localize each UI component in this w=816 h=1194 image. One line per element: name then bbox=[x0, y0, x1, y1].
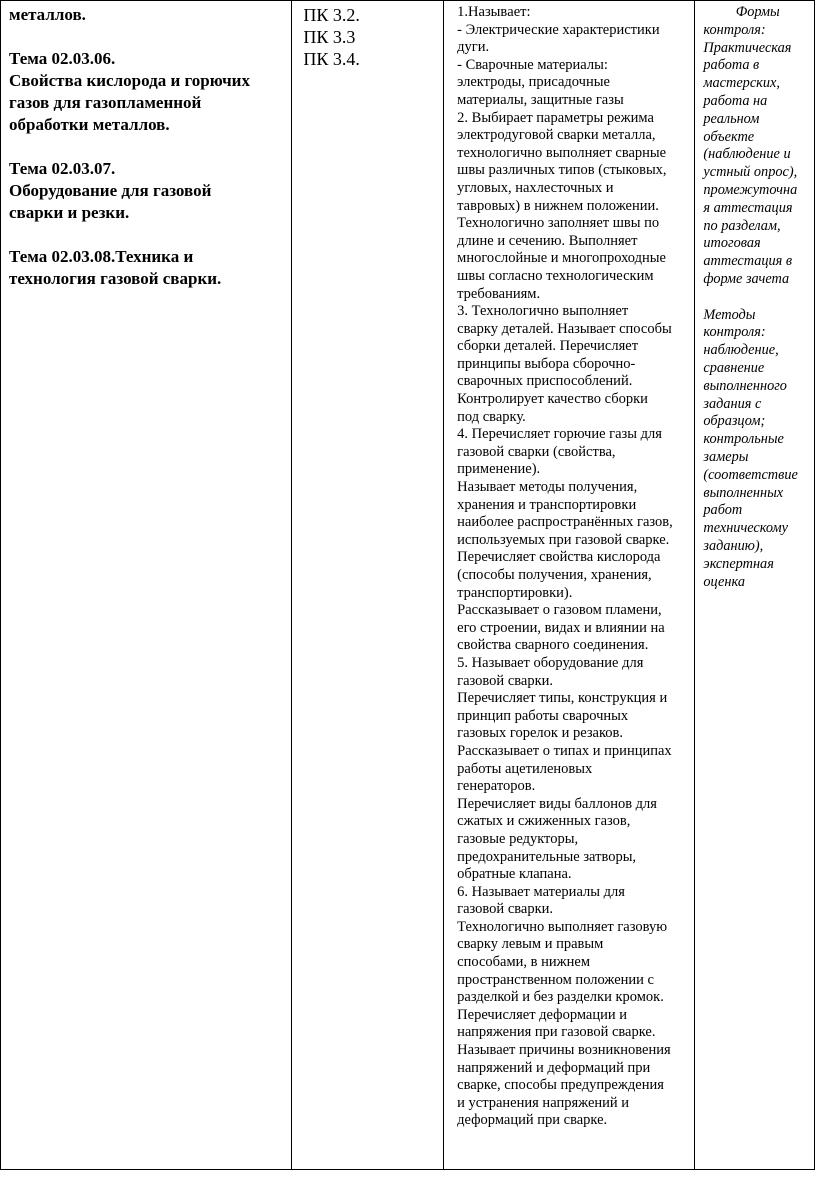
control-forms-line: устный опрос), bbox=[703, 164, 798, 181]
description-line: хранения и транспортировки bbox=[457, 496, 637, 513]
description-line: газовые редукторы, bbox=[457, 830, 579, 847]
description-line: его строении, видах и влиянии на bbox=[457, 619, 665, 636]
description-line: газовой сварки. bbox=[457, 901, 554, 918]
control-methods-line: сравнение bbox=[703, 359, 765, 376]
description-line: предохранительные затворы, bbox=[457, 848, 637, 865]
control-methods-line: задания с bbox=[703, 395, 762, 412]
control-cell bbox=[695, 1, 815, 1170]
description-line: Перечисляет деформации и bbox=[457, 1006, 628, 1023]
description-line: 3. Технологично выполняет bbox=[457, 303, 629, 320]
description-line: работы ацетиленовых bbox=[457, 760, 593, 777]
description-line: генераторов. bbox=[457, 778, 536, 795]
description-line: Перечисляет виды баллонов для bbox=[457, 795, 657, 812]
control-methods-line: экспертная bbox=[703, 555, 774, 572]
control-forms-line: я аттестация bbox=[703, 199, 793, 216]
control-methods-line: замеры bbox=[703, 448, 749, 465]
topic-06-title-line: газов для газопламенной bbox=[9, 93, 202, 112]
control-methods-line: Методы bbox=[703, 306, 756, 323]
control-forms-text bbox=[703, 22, 812, 289]
control-forms-line: (наблюдение и bbox=[703, 146, 791, 163]
description-line: применение). bbox=[457, 461, 541, 478]
description-line: многослойные и многопроходные bbox=[457, 250, 666, 267]
description-line: электродуговой сварки металла, bbox=[457, 127, 656, 144]
description-line: требованиям. bbox=[457, 285, 541, 302]
control-forms-line: Практическая bbox=[703, 39, 792, 56]
description-line: и устранения напряжений и bbox=[457, 1094, 630, 1111]
control-methods-line: оценка bbox=[703, 573, 745, 590]
description-line: технологично выполняет сварные bbox=[457, 144, 667, 161]
control-forms-line: форме зачета bbox=[703, 270, 790, 287]
control-forms-heading: Формы bbox=[735, 4, 780, 20]
competency-code: ПК 3.4. bbox=[303, 49, 360, 69]
description-line: Технологично заполняет швы по bbox=[457, 215, 660, 232]
description-line: Называет методы получения, bbox=[457, 479, 638, 496]
description-line: принцип работы сварочных bbox=[457, 707, 629, 724]
topic-06-title-line: обработки металлов. bbox=[9, 115, 170, 134]
description-line: - Сварочные материалы: bbox=[457, 56, 608, 73]
description-line: электроды, присадочные bbox=[457, 74, 610, 91]
description-line: транспортировки). bbox=[457, 584, 573, 601]
description-line: Технологично выполняет газовую bbox=[457, 918, 668, 935]
description-line: газовой сварки (свойства, bbox=[457, 443, 616, 460]
description-line: (способы получения, хранения, bbox=[457, 567, 652, 583]
topic-07-code: Тема 02.03.07. bbox=[9, 159, 116, 178]
control-forms-line: по разделам, bbox=[703, 217, 781, 234]
description-line: Контролирует качество сборки bbox=[457, 391, 648, 408]
control-methods-line: выполненного bbox=[703, 377, 787, 394]
competencies-cell bbox=[292, 1, 444, 1170]
topics-cell bbox=[1, 1, 292, 1170]
topic-06-title-line: Свойства кислорода и горючих bbox=[9, 71, 250, 90]
description-line: Рассказывает о газовом пламени, bbox=[457, 602, 662, 619]
control-methods-line: заданию), bbox=[703, 537, 764, 554]
description-line: сборки деталей. Перечисляет bbox=[457, 338, 639, 355]
control-forms-line: промежуточна bbox=[703, 181, 798, 198]
topic-continuation: металлов. bbox=[9, 5, 86, 24]
description-line: под сварку. bbox=[457, 408, 526, 425]
description-line: - Электрические характеристики bbox=[457, 21, 660, 38]
control-methods-line: образцом; bbox=[703, 413, 766, 430]
control-methods-line: техническому bbox=[703, 520, 788, 537]
description-line: 4. Перечисляет горючие газы для bbox=[457, 426, 662, 443]
description-line: сварочных приспособлений. bbox=[457, 373, 633, 390]
description-line: швы согласно технологическим bbox=[457, 267, 654, 284]
topic-06-code: Тема 02.03.06. bbox=[9, 49, 116, 68]
competency-code: ПК 3.2. bbox=[303, 5, 360, 25]
description-line: 1.Назывaет: bbox=[457, 4, 531, 20]
description-line: напряжений и деформаций при bbox=[457, 1059, 651, 1076]
control-methods-line: (соответствие bbox=[703, 466, 798, 483]
description-line: Перечисляет свойства кислорода bbox=[457, 549, 661, 566]
control-methods-line: контрольные bbox=[703, 431, 784, 448]
topic-07-title-line: Оборудование для газовой bbox=[9, 181, 212, 200]
description-line: используемых при газовой сварке. bbox=[457, 531, 670, 548]
control-forms-line: итоговая bbox=[703, 235, 761, 252]
table-row bbox=[1, 1, 815, 1170]
description-line: швы различных типов (стыковых, bbox=[457, 162, 667, 179]
description-line: Рассказывает о типах и принципах bbox=[457, 742, 672, 759]
topic-07-title-line: сварки и резки. bbox=[9, 203, 130, 222]
control-methods-text bbox=[703, 307, 812, 592]
description-line: газовых горелок и резаков. bbox=[457, 725, 624, 742]
description-line: 2. Выбирает параметры режима bbox=[457, 109, 654, 126]
description-line: сварке, способы предупреждения bbox=[457, 1077, 664, 1094]
description-line: обратные клапана. bbox=[457, 866, 572, 883]
control-forms-line: работа в bbox=[703, 57, 760, 74]
topic-08-line: Тема 02.03.08.Техника и bbox=[9, 247, 194, 266]
description-line: угловых, нахлесточных и bbox=[457, 179, 614, 196]
description-line: сварку левым и правым bbox=[457, 936, 604, 953]
control-methods-line: работ bbox=[703, 502, 743, 519]
control-methods-line: контроля: bbox=[703, 324, 766, 341]
description-line: наиболее распространённых газов, bbox=[457, 514, 673, 531]
description-line: пространственном положении с bbox=[457, 971, 654, 988]
topic-08-line: технология газовой сварки. bbox=[9, 269, 222, 288]
description-line: материалы, защитные газы bbox=[457, 91, 624, 108]
control-forms-line: объекте bbox=[703, 128, 755, 145]
control-forms-line: контроля: bbox=[703, 21, 766, 38]
control-forms-line: работа на bbox=[703, 92, 768, 109]
description-line: 5. Называет оборудование для bbox=[457, 654, 644, 671]
control-forms-line: аттестация в bbox=[703, 253, 793, 270]
description-line: сжатых и сжиженных газов, bbox=[457, 813, 631, 830]
description-line: длине и сечению. Выполняет bbox=[457, 232, 638, 249]
description-line: газовой сварки. bbox=[457, 672, 554, 689]
description-line: дуги. bbox=[457, 39, 490, 56]
control-methods-line: выполненных bbox=[703, 484, 784, 501]
description-line: способами, в нижнем bbox=[457, 954, 591, 971]
description-line: напряжения при газовой сварке. bbox=[457, 1024, 656, 1041]
control-forms-line: мастерских, bbox=[703, 75, 780, 92]
description-line: Называет причины возникновения bbox=[457, 1042, 671, 1059]
description-line: сварку деталей. Называет способы bbox=[457, 320, 672, 337]
description-line: принципы выбора сборочно- bbox=[457, 355, 636, 372]
description-cell bbox=[444, 1, 695, 1170]
description-line: тавровых) в нижнем положении. bbox=[457, 197, 659, 214]
description-line: Перечисляет типы, конструкция и bbox=[457, 690, 668, 707]
control-forms-line: реальном bbox=[703, 110, 760, 127]
description-text bbox=[444, 1, 694, 1130]
description-line: деформаций при сварке. bbox=[457, 1112, 608, 1129]
control-methods-line: наблюдение, bbox=[703, 342, 779, 359]
description-line: свойства сварного соединения. bbox=[457, 637, 649, 654]
description-line: 6. Называет материалы для bbox=[457, 883, 625, 900]
description-line: разделкой и без разделки кромок. bbox=[457, 989, 664, 1006]
competency-code: ПК 3.3 bbox=[303, 27, 356, 47]
